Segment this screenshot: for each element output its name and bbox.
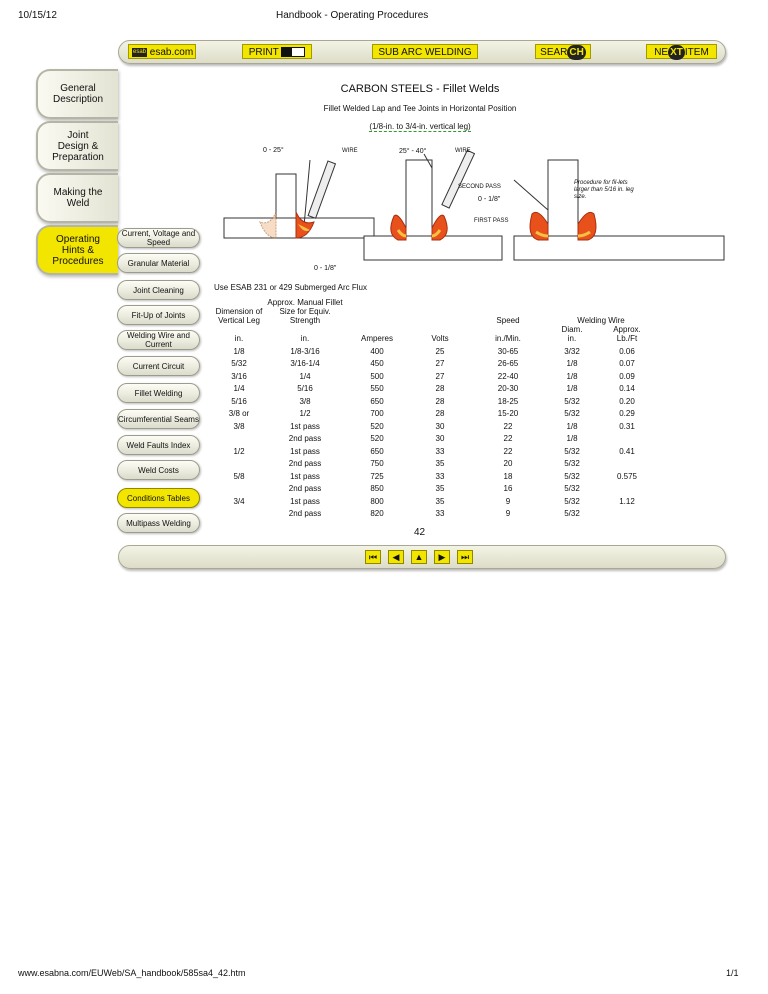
- table-cell: 33: [435, 446, 445, 456]
- table-cell: 850: [370, 484, 384, 493]
- table-cell: 1/8: [566, 421, 578, 431]
- table-row: [212, 393, 656, 406]
- table-row: [212, 368, 656, 381]
- table-cell: 1/8: [566, 359, 578, 368]
- table-row: [212, 431, 656, 444]
- table-cell: 650: [370, 446, 384, 456]
- table-cell: 27: [435, 359, 445, 368]
- table-cell: 3/32: [564, 346, 580, 356]
- table-row: [212, 443, 656, 456]
- table-cell: 520: [370, 421, 384, 431]
- table-cell: 15-20: [497, 409, 519, 418]
- table-cell: 1st pass: [290, 446, 320, 456]
- wire-label-2: WIRE: [455, 148, 471, 154]
- table-cell: 20-30: [497, 384, 519, 393]
- table-cell: [598, 506, 656, 519]
- table-cell: 22: [503, 446, 513, 456]
- table-cell: 5/32: [564, 446, 580, 456]
- print-label: PRINT: [248, 47, 279, 58]
- previous-icon[interactable]: ◀: [388, 550, 404, 564]
- table-cell: 800: [370, 496, 384, 506]
- table-cell: [212, 506, 266, 519]
- table-cell: 1/4: [299, 371, 311, 381]
- table-cell: 9: [505, 496, 511, 506]
- table-cell: 450: [370, 359, 384, 368]
- table-cell: 35: [435, 459, 445, 468]
- angle-label-1: 0 - 25°: [263, 147, 284, 154]
- table-cell: 22-40: [497, 371, 519, 381]
- table-row: [212, 356, 656, 369]
- subnav-conditions-tables[interactable]: [117, 488, 200, 508]
- table-cell: 1/8: [566, 384, 578, 393]
- table-cell: 520: [370, 434, 384, 443]
- flux-note: Use ESAB 231 or 429 Submerged Arc Flux: [214, 283, 367, 292]
- subnav-label: Joint Cleaning: [133, 285, 184, 295]
- single-pass-diagram: [224, 160, 374, 238]
- subnav-granular-material[interactable]: [117, 253, 200, 273]
- leg-range-text: (1/8-in. to 3/4-in. vertical leg): [369, 122, 471, 131]
- table-cell: 0.575: [616, 471, 638, 481]
- table-cell: [598, 431, 656, 444]
- subnav-label: Fit-Up of Joints: [131, 310, 186, 320]
- table-row: [212, 343, 656, 356]
- search-button[interactable]: [535, 44, 591, 59]
- col-volts-header: Volts: [431, 334, 449, 343]
- table-cell: 1st pass: [290, 496, 320, 506]
- table-cell: 650: [370, 396, 384, 406]
- approx-label: Approx.: [613, 325, 641, 334]
- last-page-icon[interactable]: ⏭: [457, 550, 473, 564]
- table-cell: 2nd pass: [288, 459, 322, 468]
- table-cell: 2nd pass: [288, 509, 322, 518]
- procedure-diagram: [514, 160, 724, 260]
- print-button[interactable]: [242, 44, 312, 59]
- table-cell: 20: [503, 459, 513, 468]
- table-cell: 5/32: [564, 509, 580, 518]
- table-cell: 1/8: [233, 346, 245, 356]
- subnav-circumferential-seams[interactable]: [117, 409, 200, 429]
- subnav-label: Granular Material: [127, 258, 190, 268]
- diam-label: Diam.: [561, 325, 583, 334]
- table-cell: 1st pass: [290, 421, 320, 431]
- table-cell: 1/8: [566, 434, 578, 443]
- table-cell: 550: [370, 384, 384, 393]
- table-cell: 2nd pass: [288, 434, 322, 443]
- table-row: [212, 481, 656, 494]
- table-cell: 18: [503, 471, 513, 481]
- table-cell: 33: [435, 509, 445, 518]
- two-pass-diagram: [364, 150, 502, 260]
- diam-unit: in.: [567, 334, 577, 343]
- wire-label-1: WIRE: [342, 148, 358, 154]
- table-cell: 1/4: [233, 384, 245, 393]
- nav-general-description[interactable]: [36, 69, 118, 119]
- table-cell: 5/16: [297, 384, 313, 393]
- subnav-current-voltage-speed[interactable]: [117, 228, 200, 248]
- angle-label-2: 25° - 40°: [399, 148, 427, 155]
- table-cell: 9: [505, 509, 511, 518]
- table-cell: [212, 431, 266, 444]
- table-cell: 0.09: [619, 371, 635, 381]
- fillet-weld-diagram: [218, 140, 730, 275]
- first-pass-label: FIRST PASS: [474, 218, 509, 224]
- next-label-b: XT: [670, 47, 683, 58]
- unit-in-1: in.: [234, 334, 244, 343]
- up-icon[interactable]: ▲: [411, 550, 427, 564]
- table-cell: 0.07: [619, 359, 635, 368]
- subnav-label: Multipass Welding: [126, 518, 191, 528]
- nav-label: Making the Weld: [53, 187, 103, 209]
- esab-home-button[interactable]: [128, 44, 196, 59]
- subnav-label: Current, Voltage and Speed: [121, 229, 196, 247]
- table-cell: 30: [435, 434, 445, 443]
- subnav-weld-faults[interactable]: [117, 435, 200, 455]
- table-cell: [598, 481, 656, 494]
- table-cell: 1/2: [299, 409, 311, 418]
- subnav-label: Circumferential Seams: [118, 414, 199, 424]
- subnav-multipass-welding[interactable]: [117, 513, 200, 533]
- procedure-note: Procedure for fil-lets larger than 5/16 in. leg size.: [574, 180, 634, 200]
- first-page-icon[interactable]: ⏮: [365, 550, 381, 564]
- table-cell: 0.20: [619, 396, 635, 406]
- next-label-a: NE: [654, 47, 669, 58]
- table-cell: 5/32: [564, 496, 580, 506]
- subnav-label: Welding Wire and Current: [127, 331, 190, 349]
- table-cell: 0.14: [619, 384, 635, 393]
- subnav-label: Weld Faults Index: [126, 440, 191, 450]
- next-item-button[interactable]: [646, 44, 717, 59]
- table-cell: 1st pass: [290, 471, 320, 481]
- table-cell: 3/8: [299, 396, 311, 406]
- col-fillet-header: Approx. Manual Fillet Size for Equiv. Strength: [267, 298, 343, 325]
- unit-in-2: in.: [300, 334, 310, 343]
- table-row: [212, 406, 656, 419]
- table-cell: 28: [435, 396, 445, 406]
- table-cell: 2nd pass: [288, 484, 322, 493]
- subnav-fillet-welding[interactable]: [117, 383, 200, 403]
- bottom-toolbar: [118, 545, 726, 569]
- table-cell: 27: [435, 371, 445, 381]
- col-amperes-header: Amperes: [360, 334, 393, 343]
- table-cell: 35: [435, 496, 445, 506]
- table-cell: 28: [435, 409, 445, 418]
- table-cell: 33: [435, 471, 445, 481]
- table-cell: 5/32: [564, 409, 580, 418]
- page-number: 42: [414, 527, 426, 538]
- table-cell: 0.31: [619, 421, 635, 431]
- subnav-weld-costs[interactable]: [117, 460, 200, 480]
- print-title: Handbook - Operating Procedures: [276, 10, 429, 21]
- table-cell: 18-25: [497, 396, 519, 406]
- table-cell: 3/16-1/4: [290, 359, 320, 368]
- nav-making-the-weld[interactable]: [36, 173, 118, 223]
- table-cell: 5/32: [564, 396, 580, 406]
- esab-link-label: esab.com: [149, 47, 194, 58]
- table-cell: 25: [435, 346, 445, 356]
- search-label: SEAR: [540, 47, 568, 58]
- col-wire-header: Welding Wire: [577, 316, 625, 325]
- table-cell: 5/8: [233, 471, 245, 481]
- subnav-label: Weld Costs: [138, 465, 179, 475]
- table-cell: 700: [370, 409, 384, 418]
- table-cell: 5/16: [231, 396, 247, 406]
- top-toolbar: [118, 40, 726, 64]
- nav-joint-design[interactable]: [36, 121, 118, 171]
- table-cell: 3/8 or: [228, 409, 250, 418]
- table-cell: 3/8: [233, 421, 245, 431]
- print-date: 10/15/12: [18, 10, 57, 21]
- table-cell: 1/8-3/16: [290, 346, 320, 356]
- table-row: [212, 381, 656, 394]
- table-cell: 5/32: [564, 459, 580, 468]
- table-cell: 30-65: [497, 346, 519, 356]
- section-button[interactable]: SUB ARC WELDING: [372, 44, 478, 59]
- col-speed-header: Speed: [496, 316, 520, 325]
- table-cell: 3/16: [231, 371, 247, 381]
- table-cell: 3/4: [233, 496, 245, 506]
- table-cell: [212, 481, 266, 494]
- subnav-current-circuit[interactable]: [117, 356, 200, 376]
- table-cell: 0.29: [619, 409, 635, 418]
- subnav-label: Conditions Tables: [126, 493, 190, 503]
- table-cell: 35: [435, 484, 445, 493]
- table-cell: 22: [503, 421, 513, 431]
- table-cell: 0.41: [619, 446, 635, 456]
- table-cell: 1.12: [619, 496, 635, 506]
- table-cell: 30: [435, 421, 445, 431]
- search-label-tail: CH: [569, 47, 584, 58]
- table-cell: 22: [503, 434, 513, 443]
- esab-logo-icon: esab: [133, 48, 147, 55]
- subnav-welding-wire[interactable]: [117, 330, 200, 350]
- nav-label: General Description: [52, 83, 104, 105]
- col-dim-header: Dimension of Vertical Leg: [215, 307, 263, 325]
- table-cell: 1/2: [233, 446, 245, 456]
- table-cell: 500: [370, 371, 384, 381]
- page-subtitle: Fillet Welded Lap and Tee Joints in Horizontal Position: [323, 104, 517, 113]
- table-cell: 5/32: [564, 484, 580, 493]
- print-page: 1/1: [726, 968, 739, 978]
- print-url: www.esabna.com/EUWeb/SA_handbook/585sa4_42.htm: [18, 968, 246, 978]
- gap-label-2: 0 - 1/8": [478, 196, 501, 203]
- table-cell: 16: [503, 484, 513, 493]
- table-cell: 0.06: [619, 346, 635, 356]
- table-cell: 28: [435, 384, 445, 393]
- nav-label: Joint Design & Preparation: [52, 129, 104, 163]
- table-cell: 5/32: [564, 471, 580, 481]
- subnav-joint-cleaning[interactable]: [117, 280, 200, 300]
- table-cell: [212, 456, 266, 469]
- col-diam-header: [546, 325, 598, 343]
- page-title: CARBON STEELS - Fillet Welds: [340, 83, 500, 95]
- col-speed-unit: in./Min.: [495, 334, 521, 343]
- table-row: [212, 456, 656, 469]
- col-approx-header: [598, 325, 656, 343]
- nav-label: Operating Hints & Procedures: [52, 233, 104, 267]
- table-cell: 26-65: [497, 359, 519, 368]
- table-cell: 5/32: [231, 359, 247, 368]
- subnav-label: Fillet Welding: [134, 388, 183, 398]
- table-cell: 750: [370, 459, 384, 468]
- nav-operating-hints[interactable]: [36, 225, 118, 275]
- table-cell: 725: [370, 471, 384, 481]
- table-row: [212, 468, 656, 481]
- table-cell: 1/8: [566, 371, 578, 381]
- table-body: [212, 343, 656, 518]
- next-icon[interactable]: ▶: [434, 550, 450, 564]
- subnav-fit-up[interactable]: [117, 305, 200, 325]
- second-pass-label: SECOND PASS: [458, 184, 501, 190]
- leg-range: [300, 122, 540, 131]
- printer-icon: [281, 47, 305, 57]
- table-row: [212, 506, 656, 519]
- gap-label-1: 0 - 1/8": [314, 265, 337, 272]
- conditions-table: [212, 298, 656, 518]
- table-cell: 820: [370, 509, 384, 518]
- lbft-unit: Lb./Ft: [616, 334, 638, 343]
- table-row: [212, 493, 656, 506]
- next-label-c: ITEM: [684, 47, 709, 58]
- table-cell: 400: [370, 346, 384, 356]
- subnav-label: Current Circuit: [132, 361, 185, 371]
- table-cell: [598, 456, 656, 469]
- table-row: [212, 418, 656, 431]
